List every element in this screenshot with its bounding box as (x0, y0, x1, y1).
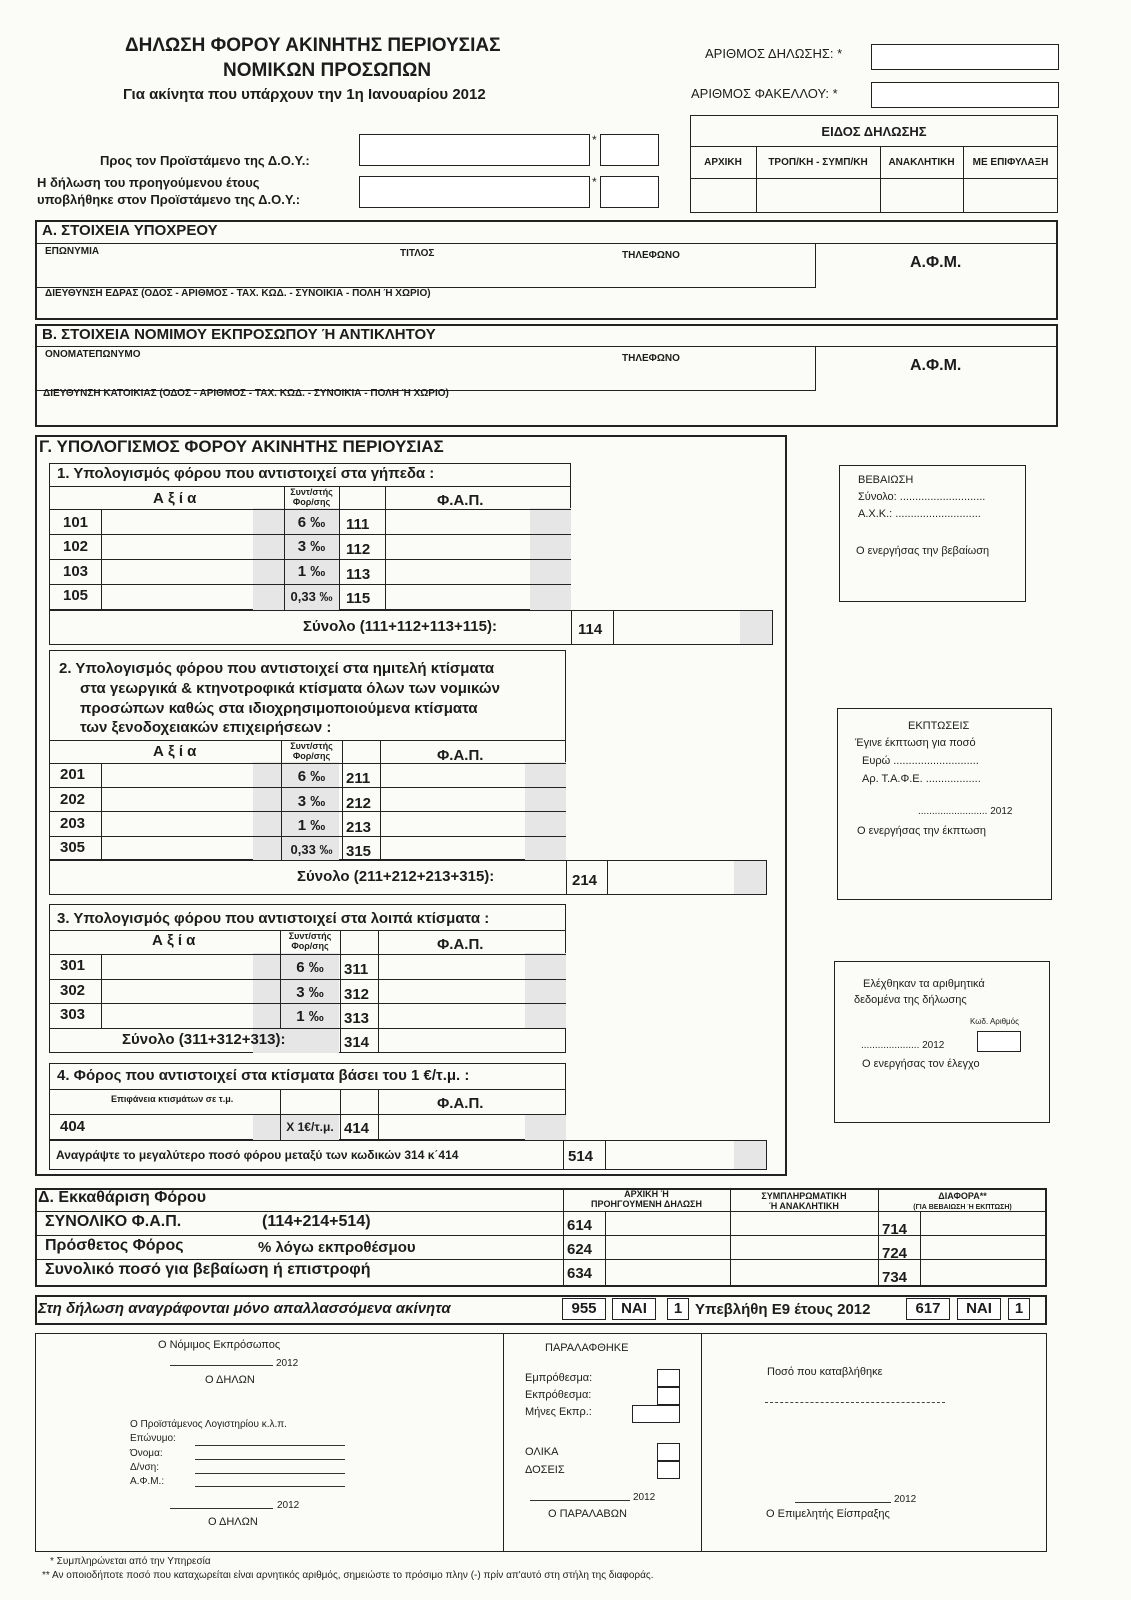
total-box[interactable] (657, 1443, 680, 1461)
sub4-title: 4. Φόρος που αντιστοιχεί στα κτίσματα βάσει του 1 €/τ.μ. : (57, 1067, 470, 1084)
received-label: ΠΑΡΑΛΑΦΘΗΚΕ (545, 1342, 629, 1354)
sub1-code-101: 101 (63, 514, 89, 531)
doy-star: * (592, 133, 597, 147)
sub3-rate-3: 3 ‰ (296, 984, 324, 1001)
sub2-code-203: 203 (60, 815, 86, 832)
paid-label: Ποσό που καταβλήθηκε (767, 1366, 883, 1378)
rep-address-label: ΔΙΕΥΘΥΝΣΗ ΚΑΤΟΙΚΙΑΣ (ΟΔΟΣ - ΑΡΙΘΜΟΣ - ΤΑΧ. ΚΩΔ. - ΣΥΝΟΙΚΙΑ - ΠΟΛΗ Ή ΧΩΡΙΟ) (43, 388, 449, 399)
sub3-code-303: 303 (60, 1006, 86, 1023)
sub2-rate-033: 0,33 ‰ (290, 842, 333, 857)
decl-type-title: ΕΙΔΟΣ ΔΗΛΩΣΗΣ (821, 124, 927, 139)
sub2-title-2: στα γεωργικά & κτηνοτροφικά κτίσματα όλων των νομικών (80, 680, 500, 697)
check-code-field[interactable] (977, 1031, 1021, 1052)
head-doy-code-field[interactable] (600, 134, 659, 166)
sub4-code-404: 404 (60, 1118, 86, 1135)
disc-line3: Αρ. Τ.Α.Φ.Ε. .................. (862, 773, 981, 785)
sub2-out-211: 211 (346, 770, 371, 787)
disc-line2: Ευρώ ............................ (862, 755, 979, 767)
disc-title: ΕΚΠΤΩΣΕΙΣ (908, 720, 970, 732)
section-a-title: Α. ΣΤΟΙΧΕΙΑ ΥΠΟΧΡΕΟΥ (42, 222, 218, 239)
rep-afm-label: Α.Φ.Μ. (910, 357, 962, 374)
sub1-out-113: 113 (346, 566, 371, 583)
sub2-rate-hdr: Συντ/στής Φορ/σης (290, 741, 333, 761)
sub2-code-201: 201 (60, 766, 86, 783)
acct-first-label: Όνομα: (130, 1448, 163, 1459)
exempt-one-box[interactable]: 1 (667, 1298, 689, 1320)
sub1-rate-033: 0,33 ‰ (290, 589, 333, 604)
row-extra-late: % λόγω εκπροθέσμου (258, 1239, 416, 1256)
disc-date: ......................... 2012 (918, 806, 1013, 817)
check-date: ..................... 2012 (861, 1040, 945, 1051)
sub1-total-code: 114 (578, 621, 603, 638)
code-724: 724 (882, 1245, 908, 1262)
exempt-text: Στη δήλωση αναγράφονται μόνο απαλλασσόμενα ακίνητα (38, 1300, 451, 1317)
check-line1: Ελέχθηκαν τα αριθμητικά (863, 978, 985, 990)
receiver-label: Ο ΠΑΡΑΛΑΒΩΝ (548, 1508, 627, 1520)
collector-label: Ο Επιμελητής Είσπραξης (766, 1508, 890, 1520)
exempt-yes-checkbox[interactable]: ΝΑΙ (612, 1298, 656, 1320)
sub1-rate-1: 1 ‰ (297, 563, 326, 580)
months-label: Μήνες Εκπρ.: (525, 1406, 592, 1418)
exempt-code-955: 955 (562, 1298, 606, 1320)
section-c-title: Γ. ΥΠΟΛΟΓΙΣΜΟΣ ΦΟΡΟΥ ΑΚΙΝΗΤΗΣ ΠΕΡΙΟΥΣΙΑΣ (39, 437, 444, 456)
late-box[interactable] (657, 1387, 680, 1405)
company-phone-label: ΤΗΛΕΦΩΝΟ (622, 250, 680, 261)
col-diff-hdr: ΔΙΑΦΟΡΑ** (ΓΙΑ ΒΕΒΑΙΩΣΗ Ή ΕΚΠΤΩΣΗ) (913, 1191, 1012, 1211)
sub3-total-code: 314 (344, 1034, 370, 1051)
sub1-rate-6: 6 ‰ (297, 514, 326, 531)
check-code-label: Κωδ. Αριθμός (970, 1017, 1019, 1026)
sub3-code-301: 301 (60, 957, 86, 974)
prev-doy-label-1: Η δήλωση του προηγούμενου έτους (37, 175, 260, 190)
sub3-out-313: 313 (344, 1010, 370, 1027)
company-name-label: ΕΠΩΝΥΜΙΑ (45, 246, 100, 257)
cert-axk: Α.Χ.Κ.: ............................ (858, 508, 981, 520)
sub3-out-311: 311 (344, 961, 369, 978)
sub2-fap-hdr: Φ.Α.Π. (437, 747, 484, 764)
sub4-rate: Χ 1€/τ.μ. (286, 1120, 334, 1134)
prev-doy-star: * (592, 175, 597, 189)
total-label: ΟΛΙΚΑ (525, 1446, 559, 1458)
sub2-out-212: 212 (346, 795, 372, 812)
row-extra-tax: Πρόσθετος Φόρος (45, 1237, 184, 1254)
rep-declarant: Ο ΔΗΛΩΝ (205, 1374, 255, 1386)
collector-year: 2012 (894, 1494, 917, 1505)
sub4-fap-hdr: Φ.Α.Π. (437, 1095, 484, 1112)
form-title: ΔΗΛΩΣΗ ΦΟΡΟΥ ΑΚΙΝΗΤΗΣ ΠΕΡΙΟΥΣΙΑΣ (125, 35, 501, 56)
col-initial-hdr: ΑΡΧΙΚΗ Ή ΠΡΟΗΓΟΥΜΕΝΗ ΔΗΛΩΣΗ (591, 1189, 702, 1209)
code-734: 734 (882, 1269, 908, 1286)
sub1-rate-3: 3 ‰ (297, 538, 326, 555)
decl-type-initial[interactable]: ΑΡΧΙΚΗ (704, 157, 742, 168)
code-634: 634 (567, 1265, 593, 1282)
sub1-out-115: 115 (346, 590, 371, 607)
sub3-out-312: 312 (344, 986, 370, 1003)
acct-addr-label: Δ/νση: (130, 1462, 159, 1473)
row-total-formula: (114+214+514) (262, 1213, 371, 1230)
sub2-code-305: 305 (60, 839, 86, 856)
months-box[interactable] (632, 1405, 680, 1423)
max-label: Αναγράψτε το μεγαλύτερο ποσό φόρου μεταξύ των κωδικών 314 κ΄414 (56, 1148, 459, 1162)
form-subtitle: Για ακίνητα που υπάρχουν την 1η Ιανουαρίου 2012 (123, 86, 486, 103)
prev-doy-field[interactable] (359, 176, 590, 208)
installments-label: ΔΟΣΕΙΣ (525, 1464, 565, 1476)
sub1-code-105: 105 (63, 587, 89, 604)
company-title-label: ΤΙΤΛΟΣ (400, 248, 435, 259)
sub1-out-112: 112 (346, 541, 371, 558)
decl-number-field[interactable] (871, 44, 1059, 70)
e9-yes-checkbox[interactable]: ΝΑΙ (957, 1298, 1001, 1320)
company-address-label: ΔΙΕΥΘΥΝΣΗ ΕΔΡΑΣ (ΟΔΟΣ - ΑΡΙΘΜΟΣ - ΤΑΧ. ΚΩΔ. - ΣΥΝΟΙΚΙΑ - ΠΟΛΗ Ή ΧΩΡΙΟ) (45, 288, 431, 299)
check-line2: δεδομένα της δήλωσης (854, 994, 967, 1006)
acct-afm-label: Α.Φ.Μ.: (130, 1476, 165, 1487)
sub2-rate-3: 3 ‰ (297, 793, 326, 810)
code-624: 624 (567, 1241, 593, 1258)
form-title-line2: ΝΟΜΙΚΩΝ ΠΡΟΣΩΠΩΝ (223, 60, 432, 81)
sub3-total-label: Σύνολο (311+312+313): (122, 1031, 286, 1048)
code-614: 614 (567, 1217, 593, 1234)
sub1-title: 1. Υπολογισμός φόρου που αντιστοιχεί στα γήπεδα : (57, 465, 435, 482)
sub3-axia-hdr: Α ξ ί α (152, 932, 196, 949)
sub2-title-3: προσώπων καθώς στα ιδιοχρησιμοποιούμενα κτίσματα (80, 700, 478, 717)
sub3-rate-hdr: Συντ/στής Φορ/σης (288, 931, 332, 951)
footnote-1: * Συμπληρώνεται από την Υπηρεσία (50, 1556, 211, 1567)
rep-name-label: ΟΝΟΜΑΤΕΠΩΝΥΜΟ (45, 349, 141, 360)
sub2-total-code: 214 (572, 872, 598, 889)
installments-box[interactable] (657, 1461, 680, 1479)
sub3-title: 3. Υπολογισμός φόρου που αντιστοιχεί στα λοιπά κτίσματα : (57, 910, 490, 927)
disc-by: Ο ενεργήσας την έκπτωση (857, 825, 986, 837)
rep-year: 2012 (276, 1358, 299, 1369)
sub3-code-302: 302 (60, 982, 86, 999)
sub1-rate-hdr: Συντ/στής Φορ/σης (290, 487, 333, 507)
late-label: Εκπρόθεσμα: (525, 1389, 592, 1401)
sub2-out-315: 315 (346, 843, 372, 860)
e9-one-box[interactable]: 1 (1008, 1298, 1030, 1320)
sub2-rate-1: 1 ‰ (297, 817, 326, 834)
head-doy-label: Προς τον Προϊστάμενο της Δ.Ο.Υ.: (100, 153, 310, 168)
decl-number-label: ΑΡΙΘΜΟΣ ΔΗΛΩΣΗΣ: * (705, 46, 843, 61)
acct-year: 2012 (277, 1500, 300, 1511)
sub2-total-label: Σύνολο (211+212+213+315): (297, 868, 495, 885)
footnote-2: ** Αν οποιοδήποτε ποσό που καταχωρείται είναι αρνητικός αριθμός, σημειώστε το πρόσιμο πλην (-) πρίν απ'αυτό στη στήλη της διαφοράς. (42, 1570, 654, 1581)
sub1-axia-hdr: Α ξ ί α (153, 490, 197, 507)
folder-number-field[interactable] (871, 82, 1059, 108)
sub2-axia-hdr: Α ξ ί α (153, 743, 197, 760)
sub3-rate-1: 1 ‰ (296, 1008, 324, 1025)
sub3-fap-hdr: Φ.Α.Π. (437, 936, 484, 953)
ontime-box[interactable] (657, 1369, 680, 1387)
e9-code-617: 617 (906, 1298, 950, 1320)
sub1-code-103: 103 (63, 563, 89, 580)
acct-head-label: Ο Προϊστάμενος Λογιστηρίου κ.λ.π. (130, 1419, 287, 1430)
sub2-title-1: 2. Υπολογισμός φόρου που αντιστοιχεί στα ημιτελή κτίσματα (59, 660, 495, 677)
acct-declarant: Ο ΔΗΛΩΝ (208, 1516, 258, 1528)
decl-type-reserved[interactable]: ΜΕ ΕΠΙΦΥΛΑΞΗ (972, 157, 1049, 168)
sub1-out-111: 111 (346, 516, 370, 533)
max-code-514: 514 (568, 1148, 594, 1165)
receiver-year: 2012 (633, 1492, 656, 1503)
cert-total: Σύνολο: ............................ (858, 491, 986, 503)
section-d-title: Δ. Εκκαθάριση Φόρου (38, 1189, 207, 1206)
rep-phone-label: ΤΗΛΕΦΩΝΟ (622, 353, 680, 364)
sub2-title-4: των ξενοδοχειακών επιχειρήσεων : (80, 719, 332, 736)
sub4-out-414: 414 (344, 1120, 370, 1137)
decl-type-amending[interactable]: ΤΡΟΠ/ΚΗ - ΣΥΜΠ/ΚΗ (768, 157, 868, 168)
ontime-label: Εμπρόθεσμα: (525, 1372, 593, 1384)
section-b-title: Β. ΣΤΟΙΧΕΙΑ ΝΟΜΙΜΟΥ ΕΚΠΡΟΣΩΠΟΥ Ή ΑΝΤΙΚΛΗΤΟΥ (42, 326, 436, 343)
code-714: 714 (882, 1221, 908, 1238)
row-final-amount: Συνολικό ποσό για βεβαίωση ή επιστροφή (45, 1261, 371, 1278)
check-by: Ο ενεργήσας τον έλεγχο (862, 1058, 980, 1070)
sub2-code-202: 202 (60, 791, 86, 808)
sub4-surface-hdr: Επιφάνεια κτισμάτων σε τ.μ. (111, 1094, 234, 1104)
sub3-rate-6: 6 ‰ (296, 959, 324, 976)
folder-number-label: ΑΡΙΘΜΟΣ ΦΑΚΕΛΛΟΥ: * (691, 86, 838, 101)
cert-title: ΒΕΒΑΙΩΣΗ (858, 474, 914, 486)
sub1-fap-hdr: Φ.Α.Π. (437, 492, 484, 509)
paid-field[interactable] (765, 1402, 945, 1403)
sub1-code-102: 102 (63, 538, 89, 555)
cert-by: Ο ενεργήσας την βεβαίωση (856, 545, 990, 557)
col-supp-hdr: ΣΥΜΠΛΗΡΩΜΑΤΙΚΗ Ή ΑΝΑΚΛΗΤΙΚΗ (761, 1191, 847, 1211)
decl-type-revoking[interactable]: ΑΝΑΚΛΗΤΙΚΗ (888, 157, 955, 168)
e9-text: Υπεβλήθη Ε9 έτους 2012 (695, 1301, 871, 1318)
sub2-out-213: 213 (346, 819, 372, 836)
prev-doy-label-2: υποβλήθηκε στον Προϊστάμενο της Δ.Ο.Υ.: (37, 192, 301, 207)
acct-surname-label: Επώνυμο: (130, 1433, 176, 1444)
company-afm-label: Α.Φ.Μ. (910, 254, 962, 271)
sub1-total-label: Σύνολο (111+112+113+115): (303, 618, 497, 635)
legal-rep-label: Ο Νόμιμος Εκπρόσωπος (158, 1339, 281, 1351)
row-total-fap: ΣΥΝΟΛΙΚΟ Φ.Α.Π. (45, 1213, 182, 1230)
head-doy-field[interactable] (359, 134, 590, 166)
disc-line1: Έγινε έκπτωση για ποσό (855, 737, 976, 749)
sub2-rate-6: 6 ‰ (297, 768, 326, 785)
prev-doy-code-field[interactable] (600, 176, 659, 208)
